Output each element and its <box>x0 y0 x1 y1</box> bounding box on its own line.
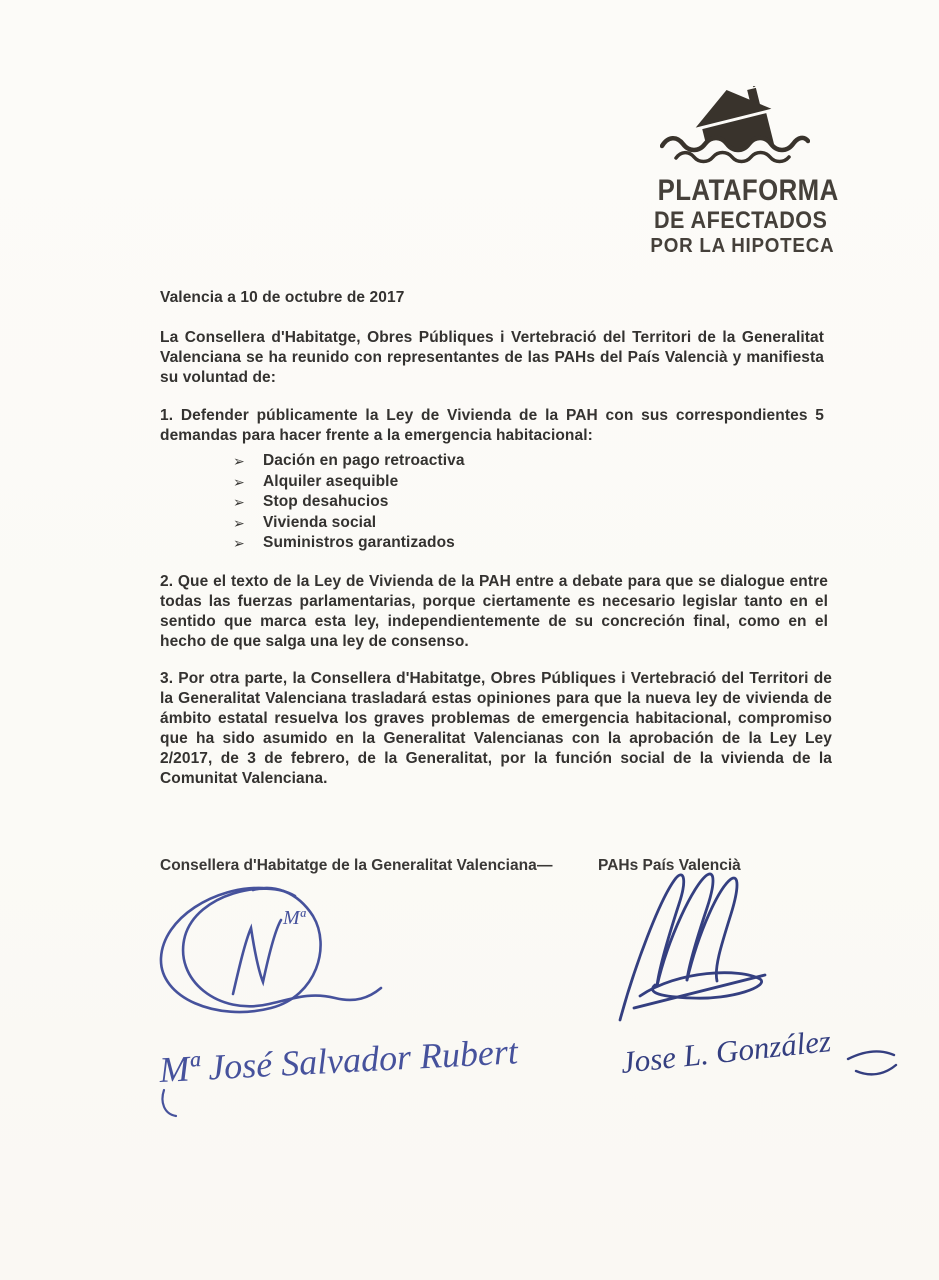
point-1-paragraph <box>160 406 824 446</box>
signature-separator: — <box>537 857 553 874</box>
logo-text-line3: POR LA HIPOTECA <box>650 235 835 257</box>
left-signature-name <box>150 1020 530 1120</box>
demand-label: Suministros garantizados <box>263 534 455 551</box>
list-item <box>233 533 465 554</box>
right-signatory-title: PAHs País Valencià <box>598 857 741 874</box>
demand-label: Alquiler asequible <box>263 472 399 490</box>
point-2-paragraph: 2. Que el texto de la Ley de Vivienda de la PAH entre a debate para que se dialogue entre todas las fuerzas parlamentarias, porque ciertamente es necesario legislar tanto en el sentido que marca esta ley, independientemente de su concreción final, como en el hecho de que salga una ley de consenso. <box>160 573 828 650</box>
logo-text-line1: PLATAFORMA <box>657 174 839 207</box>
logo-text-line2: DE AFECTADOS <box>654 207 828 234</box>
arrow-bullet-icon: ➢ <box>233 494 245 510</box>
right-signature <box>608 868 783 1028</box>
demands-list <box>233 451 465 554</box>
list-item <box>233 513 465 534</box>
point-1-line2: demandas para hacer frente a la emergencia habitacional: <box>160 427 593 444</box>
demand-label: Stop desahucios <box>263 493 389 510</box>
arrow-bullet-icon: ➢ <box>233 514 245 531</box>
left-signature <box>145 876 385 1026</box>
list-item <box>233 451 465 472</box>
svg-text:Jose L. González: Jose L. González <box>619 1023 833 1080</box>
left-signature-paraph: Mª <box>283 907 306 929</box>
arrow-bullet-icon: ➢ <box>233 453 245 469</box>
demand-label: Vivienda social <box>263 513 377 531</box>
pah-logo <box>645 86 839 257</box>
list-item <box>233 492 465 513</box>
date-line: Valencia a 10 de octubre de 2017 <box>160 289 405 306</box>
arrow-bullet-icon: ➢ <box>233 535 245 551</box>
intro-paragraph: La Consellera d'Habitatge, Obres Públiques i Vertebració del Territori de la Generalitat Valenciana se ha reunido con representantes de las PAHs del País Valencià y manifiesta su voluntad de: <box>160 329 824 386</box>
list-item <box>233 472 465 493</box>
point-1-line1: 1. Defender públicamente la Ley de Vivienda de la PAH con sus correspondientes 5 <box>160 407 824 424</box>
right-signature-name <box>610 1015 910 1110</box>
demand-label: Dación en pago retroactiva <box>263 452 465 469</box>
left-signatory-title: Consellera d'Habitatge de la Generalitat Valenciana <box>160 857 537 874</box>
svg-text:Mª José Salvador Rubert: Mª José Salvador Rubert <box>158 1031 519 1090</box>
arrow-bullet-icon: ➢ <box>233 473 245 490</box>
point-3-paragraph: 3. Por otra parte, la Consellera d'Habitatge, Obres Públiques i Vertebració del Territori de la Generalitat Valenciana trasladará estas opiniones para que la nueva ley de vivienda de ámbito estatal resuelva los graves problemas de emergencia habitacional, compromiso que ha sido asumido en la Generalitat Valencianas con la aprobación de la Ley Ley 2/2017, de 3 de febrero, de la Generalitat, por la función social de la vivienda de la Comunitat Valenciana. <box>160 670 832 787</box>
sinking-house-icon <box>660 86 810 170</box>
